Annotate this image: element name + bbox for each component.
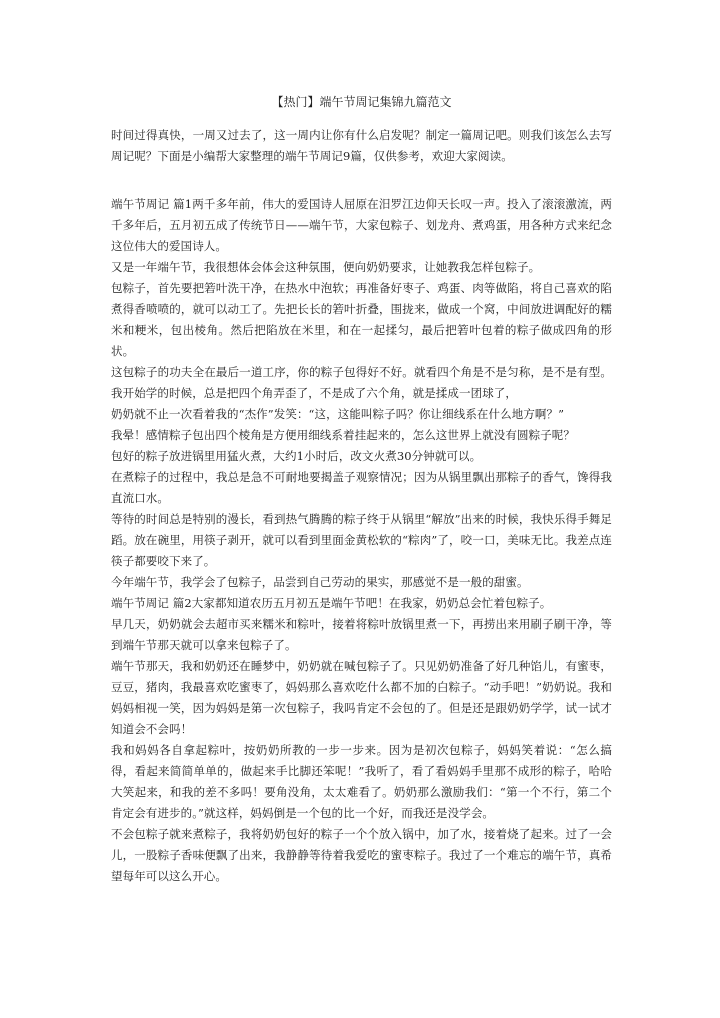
paragraph: 端午节周记 篇2大家都知道农历五月初五是端午节吧！在我家，奶奶总会忙着包粽子。 <box>111 596 552 610</box>
paragraph: 包好的粽子放进锅里用猛火煮，大约1小时后，改文火煮30分钟就可以。 <box>111 449 482 463</box>
paragraph: 我和妈妈各自拿起粽叶，按奶奶所教的一步一步来。因为是初次包粽子，妈妈笑着说：“怎么搞得，看起来简简单单的，做起来手比脚还笨呢！”我听了，看了看妈妈手里那不成形的粽子，哈哈大笑起来，和我的差不多吗！要角没角，太太难看了。奶奶那么激励我们：“第一个不行，第二个肯定会有进步的。”就这样，妈妈倒是一个包的比一个好，而我还是没学会。 <box>111 743 612 820</box>
paragraph: 不会包粽子就来煮粽子，我将奶奶包好的粽子一个个放入锅中，加了水，接着烧了起来。过了一会儿，一股粽子香味便飘了出来，我静静等待着我爱吃的蜜枣粽子。我过了一个难忘的端午节，真希望每年可以这么开心。 <box>111 827 612 883</box>
paragraph: 又是一年端午节，我很想体会体会这种氛围，便向奶奶要求，让她教我怎样包粽子。 <box>111 260 541 274</box>
paragraph: 早几天，奶奶就会去超市买来糯米和粽叶，接着将粽叶放锅里煮一下，再捞出来用刷子刷干净，等到端午节那天就可以拿来包粽子了。 <box>111 617 612 652</box>
document-title: 【热门】端午节周记集锦九篇范文 <box>271 95 452 109</box>
paragraph: 包粽子，首先要把箬叶洗干净，在热水中泡软；再准备好枣子、鸡蛋、肉等做陷，将自己喜欢的陷煮得香喷喷的，就可以动工了。先把长长的箬叶折叠，围拢来，做成一个窝，中间放进调配好的糯米和粳米，包出棱角。然后把陷放在米里，和在一起揉匀，最后把箬叶包着的粽子做成四角的形状。 <box>111 281 612 358</box>
paragraph: 今年端午节，我学会了包粽子，品尝到自己劳动的果实，那感觉不是一般的甜蜜。 <box>111 575 529 589</box>
document-body <box>111 194 612 887</box>
intro-paragraph: 时间过得真快，一周又过去了，这一周内让你有什么启发呢？制定一篇周记吧。则我们该怎么去写周记呢？下面是小编帮大家整理的端午节周记9篇，仅供参考，欢迎大家阅读。 <box>111 128 612 163</box>
paragraph: 端午节周记 篇1两千多年前，伟大的爱国诗人屈原在汨罗江边仰天长叹一声。投入了滚滚激流，两千多年后，五月初五成了传统节日——端午节，大家包粽子、划龙舟、煮鸡蛋，用各种方式来纪念这位伟大的爱国诗人。 <box>111 197 612 253</box>
paragraph: 奶奶就不止一次看着我的“杰作”发笑：“这，这能叫粽子吗？你让细线系在什么地方啊？” <box>111 407 565 421</box>
paragraph: 这包粽子的功夫全在最后一道工序，你的粽子包得好不好。就看四个角是不是匀称，是不是有型。我开始学的时候，总是把四个角弄歪了，不是成了六个角，就是揉成一团球了， <box>111 365 612 400</box>
paragraph: 我晕！感情粽子包出四个棱角是方便用细线系着挂起来的，怎么这世界上就没有圆粽子呢？ <box>111 428 575 442</box>
paragraph: 在煮粽子的过程中，我总是急不可耐地要揭盖子观察情况；因为从锅里飘出那粽子的香气，馋得我直流口水。 <box>111 470 612 505</box>
paragraph: 端午节那天，我和奶奶还在睡梦中，奶奶就在喊包粽子了。只见奶奶准备了好几种馅儿，有蜜枣，豆豆，猪肉，我最喜欢吃蜜枣了，妈妈那么喜欢吃什么都不加的白粽子。“动手吧！”奶奶说。我和妈妈相视一笑，因为妈妈是第一次包粽子，我吗肯定不会包的了。但是还是跟奶奶学学，试一试才知道会不会吗！ <box>111 659 612 736</box>
paragraph: 等待的时间总是特别的漫长，看到热气腾腾的粽子终于从锅里“解放”出来的时候，我快乐得手舞足蹈。放在碗里，用筷子剥开，就可以看到里面金黄松软的“粽肉”了，咬一口，美味无比。我差点连筷子都要咬下来了。 <box>111 512 612 568</box>
